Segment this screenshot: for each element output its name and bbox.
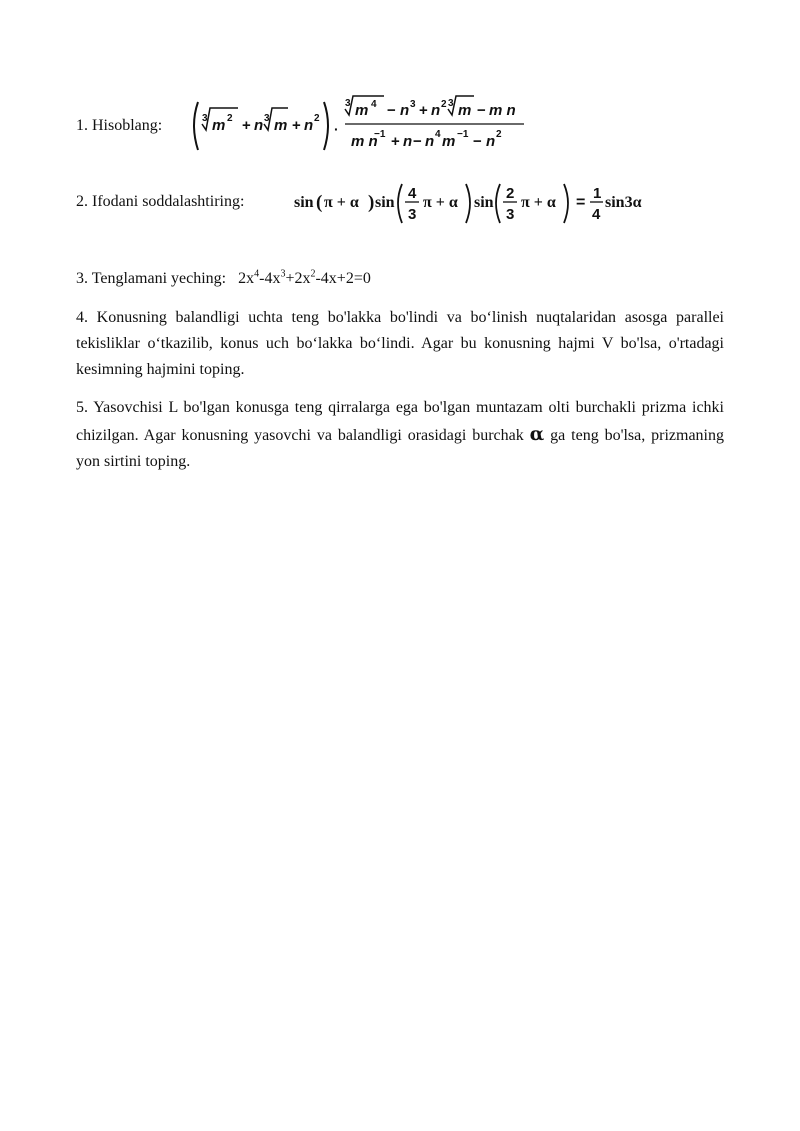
problem-number: 2. [76,193,88,210]
svg-text:=: = [576,194,586,211]
svg-text:−: − [473,133,482,150]
svg-text:4: 4 [371,99,377,110]
svg-text:n: n [400,102,410,119]
svg-text:+: + [419,102,428,119]
problem-3 [76,270,371,288]
svg-text:n: n [304,117,314,134]
svg-text:sin: sin [474,194,494,211]
svg-text:n: n [254,117,264,134]
svg-text:m: m [458,102,472,119]
svg-text:n: n [431,102,441,119]
svg-text:·: · [334,121,339,137]
svg-text:): ) [368,192,375,213]
svg-text:3: 3 [264,113,270,124]
problem-number: 4. [76,309,88,326]
svg-text:−: − [387,102,396,119]
svg-text:2: 2 [314,113,320,124]
svg-text:3: 3 [410,99,416,110]
problem-label: Ifodani soddalashtiring: [92,193,245,210]
svg-text:m n: m n [489,102,516,119]
svg-text:+: + [391,133,400,150]
svg-text:1: 1 [593,185,602,202]
svg-text:2: 2 [441,99,447,110]
svg-text:m: m [355,102,369,119]
problem-text-part1: Yasovchisi L bo'lgan konusga teng qirralarga ega bo'lgan muntazam olti burchakli prizma ichki chizilgan. Agar konusning yasovchi va balandligi orasidagi burchak [76,399,724,444]
svg-text:sin3α: sin3α [605,194,642,211]
problem-5 [76,395,724,475]
svg-text:−1: −1 [374,129,386,140]
problem-number: 1. [76,117,88,134]
formula-2 [294,178,642,228]
svg-text:3: 3 [408,206,417,223]
svg-text:4: 4 [408,185,417,202]
svg-text:n: n [425,133,435,150]
svg-text:m: m [274,117,288,134]
svg-text:−1: −1 [457,129,469,140]
svg-text:(: ( [316,192,323,213]
svg-text:2: 2 [227,113,233,124]
problem-1 [76,117,162,135]
problem-label: Hisoblang: [92,117,163,134]
svg-text:+: + [242,117,251,134]
problem-text: Konusning balandligi uchta teng bo'lakka bo'lindi va bo‘linish nuqtalaridan asosga parallei tekisliklar o‘tkazilib, konus uch bo‘lakka bo‘lindi. Agar bu konusning hajmi V bo'lsa, o'rtadagi kesimning hajmini toping. [76,309,725,378]
problem-text-part2: ga teng bo'lsa, prizmaning yon sirtini toping. [76,427,724,470]
problem-number: 5. [76,399,88,416]
svg-text:−: − [477,102,486,119]
svg-text:n: n [486,133,496,150]
svg-text:2: 2 [496,129,502,140]
svg-text:2: 2 [506,185,515,202]
svg-text:m n: m n [351,133,378,150]
equation: $2x^4-4x^3+2x^2-4x+2=0$ [238,268,371,287]
svg-text:π + α: π + α [423,194,458,211]
svg-text:sin: sin [294,194,314,211]
svg-text:4: 4 [435,129,441,140]
problem-number: 3. [76,270,88,287]
svg-text:3: 3 [202,113,208,124]
problem-4 [76,305,724,383]
svg-text:3: 3 [345,98,351,109]
alpha-symbol: α [529,423,545,445]
svg-text:n: n [403,133,413,150]
svg-text:sin: sin [375,194,395,211]
svg-text:m: m [212,117,226,134]
svg-text:3: 3 [506,206,515,223]
problem-2 [76,193,244,211]
problem-label: Tenglamani yeching: [91,270,227,287]
svg-text:−: − [413,133,422,150]
svg-text:π + α: π + α [521,194,556,211]
svg-text:+: + [292,117,301,134]
svg-text:4: 4 [592,206,601,223]
svg-text:m: m [442,133,456,150]
svg-text:3: 3 [448,98,454,109]
formula-1 [188,94,528,156]
svg-text:π + α: π + α [324,194,359,211]
